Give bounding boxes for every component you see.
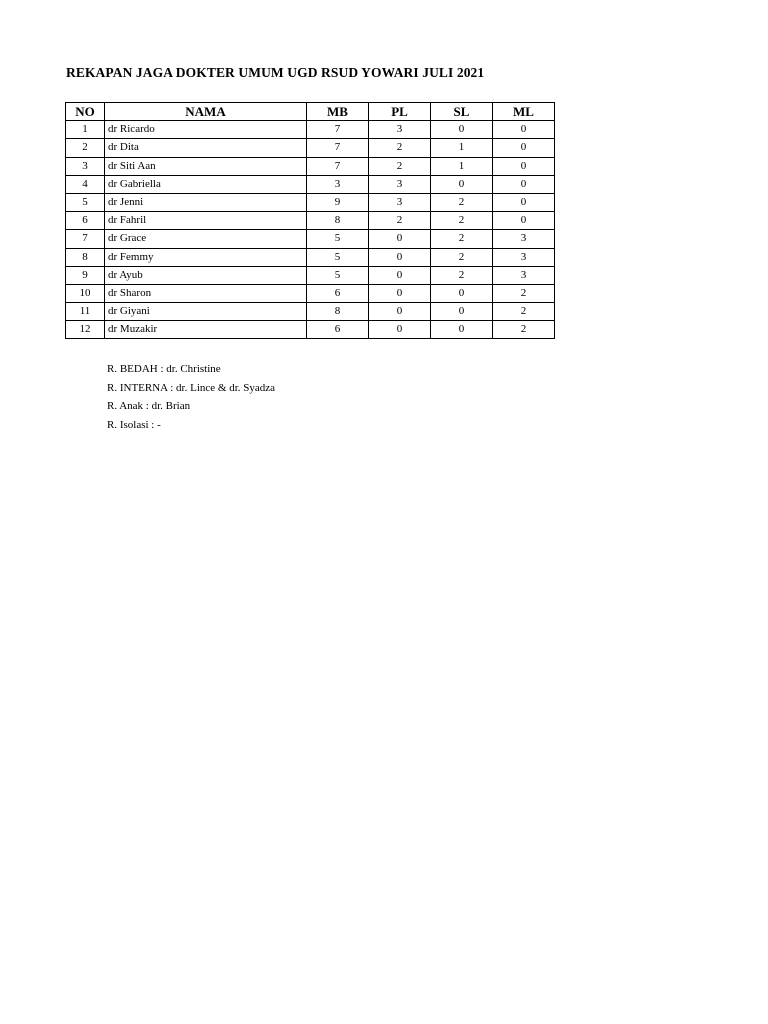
table-row xyxy=(66,157,555,175)
cell-ml: 0 xyxy=(493,175,555,193)
column-header-ml: ML xyxy=(493,103,555,121)
table-row xyxy=(66,303,555,321)
cell-pl: 2 xyxy=(369,139,431,157)
cell-nama: dr Grace xyxy=(105,230,307,248)
cell-ml: 0 xyxy=(493,139,555,157)
table-row xyxy=(66,266,555,284)
cell-sl: 2 xyxy=(431,212,493,230)
cell-pl: 0 xyxy=(369,284,431,302)
cell-nama: dr Muzakir xyxy=(105,321,307,339)
cell-sl: 1 xyxy=(431,157,493,175)
cell-mb: 5 xyxy=(307,248,369,266)
cell-ml: 0 xyxy=(493,121,555,139)
table-row xyxy=(66,212,555,230)
cell-nama: dr Sharon xyxy=(105,284,307,302)
cell-sl: 2 xyxy=(431,248,493,266)
cell-nama: dr Gabriella xyxy=(105,175,307,193)
cell-nama: dr Femmy xyxy=(105,248,307,266)
cell-no: 7 xyxy=(66,230,105,248)
cell-no: 10 xyxy=(66,284,105,302)
cell-sl: 0 xyxy=(431,121,493,139)
cell-pl: 3 xyxy=(369,193,431,211)
cell-pl: 0 xyxy=(369,321,431,339)
cell-mb: 7 xyxy=(307,157,369,175)
cell-pl: 3 xyxy=(369,121,431,139)
cell-sl: 0 xyxy=(431,175,493,193)
cell-no: 5 xyxy=(66,193,105,211)
cell-mb: 9 xyxy=(307,193,369,211)
cell-ml: 0 xyxy=(493,193,555,211)
cell-mb: 7 xyxy=(307,139,369,157)
column-header-pl: PL xyxy=(369,103,431,121)
cell-mb: 3 xyxy=(307,175,369,193)
cell-mb: 6 xyxy=(307,284,369,302)
cell-nama: dr Dita xyxy=(105,139,307,157)
table-row xyxy=(66,139,555,157)
column-header-mb: MB xyxy=(307,103,369,121)
cell-nama: dr Fahril xyxy=(105,212,307,230)
note-interna: R. INTERNA : dr. Lince & dr. Syadza xyxy=(107,381,276,394)
cell-no: 1 xyxy=(66,121,105,139)
cell-no: 9 xyxy=(66,266,105,284)
cell-sl: 2 xyxy=(431,266,493,284)
page-title: REKAPAN JAGA DOKTER UMUM UGD RSUD YOWARI JULI 2021 xyxy=(66,65,485,80)
room-assignments xyxy=(107,360,275,434)
cell-nama: dr Ricardo xyxy=(105,121,307,139)
cell-sl: 2 xyxy=(431,230,493,248)
cell-ml: 2 xyxy=(493,303,555,321)
cell-sl: 1 xyxy=(431,139,493,157)
cell-ml: 0 xyxy=(493,157,555,175)
cell-pl: 0 xyxy=(369,266,431,284)
table-body xyxy=(66,121,555,339)
cell-pl: 0 xyxy=(369,303,431,321)
cell-nama: dr Jenni xyxy=(105,193,307,211)
cell-sl: 0 xyxy=(431,303,493,321)
cell-pl: 3 xyxy=(369,175,431,193)
cell-ml: 3 xyxy=(493,266,555,284)
cell-nama: dr Giyani xyxy=(105,303,307,321)
note-isolasi: R. Isolasi : - xyxy=(107,418,161,431)
cell-mb: 6 xyxy=(307,321,369,339)
cell-sl: 0 xyxy=(431,284,493,302)
cell-ml: 3 xyxy=(493,248,555,266)
table-row xyxy=(66,321,555,339)
note-anak: R. Anak : dr. Brian xyxy=(107,400,191,412)
cell-mb: 7 xyxy=(307,121,369,139)
table-row xyxy=(66,193,555,211)
cell-no: 4 xyxy=(66,175,105,193)
cell-mb: 8 xyxy=(307,212,369,230)
table-header-row xyxy=(66,103,555,121)
cell-sl: 0 xyxy=(431,321,493,339)
column-header-nama: NAMA xyxy=(105,103,307,121)
cell-no: 12 xyxy=(66,321,105,339)
table-row xyxy=(66,175,555,193)
cell-ml: 3 xyxy=(493,230,555,248)
cell-no: 6 xyxy=(66,212,105,230)
cell-pl: 0 xyxy=(369,248,431,266)
cell-sl: 2 xyxy=(431,193,493,211)
cell-ml: 2 xyxy=(493,321,555,339)
column-header-sl: SL xyxy=(431,103,493,121)
table-row xyxy=(66,248,555,266)
cell-mb: 8 xyxy=(307,303,369,321)
cell-mb: 5 xyxy=(307,230,369,248)
cell-no: 3 xyxy=(66,157,105,175)
cell-mb: 5 xyxy=(307,266,369,284)
cell-pl: 2 xyxy=(369,157,431,175)
cell-no: 2 xyxy=(66,139,105,157)
note-bedah: R. BEDAH : dr. Christine xyxy=(107,363,221,375)
cell-ml: 0 xyxy=(493,212,555,230)
cell-pl: 2 xyxy=(369,212,431,230)
cell-ml: 2 xyxy=(493,284,555,302)
cell-nama: dr Ayub xyxy=(105,266,307,284)
cell-nama: dr Siti Aan xyxy=(105,157,307,175)
cell-no: 11 xyxy=(66,303,105,321)
cell-no: 8 xyxy=(66,248,105,266)
table-row xyxy=(66,230,555,248)
table-row xyxy=(66,284,555,302)
column-header-no: NO xyxy=(66,103,105,121)
duty-recap-table xyxy=(65,102,555,339)
cell-pl: 0 xyxy=(369,230,431,248)
table-row xyxy=(66,121,555,139)
